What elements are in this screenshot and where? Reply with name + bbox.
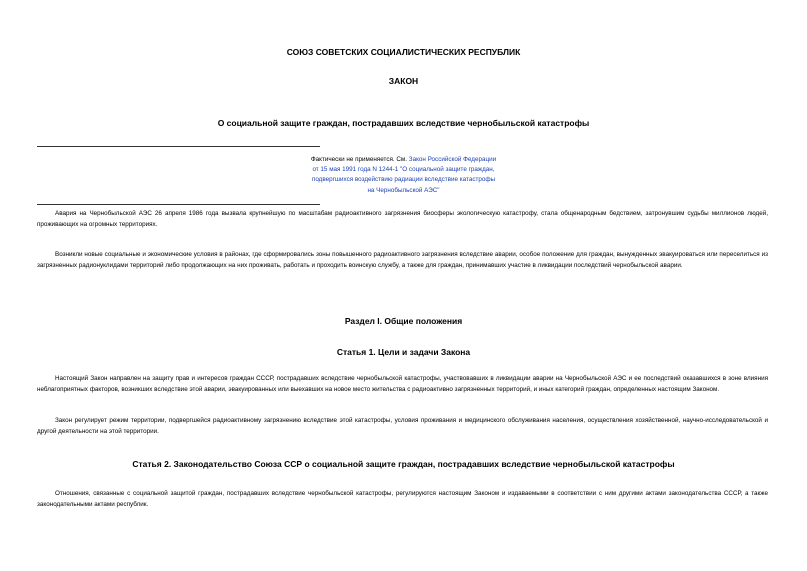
note-top-divider bbox=[37, 146, 320, 147]
section-1-heading: Раздел I. Общие положения bbox=[344, 316, 463, 326]
article-1-heading: Статья 1. Цели и задачи Закона bbox=[336, 347, 471, 357]
russian-law-link[interactable]: Закон Российской Федерации от 15 мая 1991 года N 1244-1 "О социальной защите граждан, подвергшихся воздействию радиации вследствие катастрофы на Чернобыльской АЭС" bbox=[311, 156, 497, 194]
union-heading: СОЮЗ СОВЕТСКИХ СОЦИАЛИСТИЧЕСКИХ РЕСПУБЛИК bbox=[286, 47, 521, 57]
law-title: О социальной защите граждан, пострадавших вследствие чернобыльской катастрофы bbox=[217, 118, 590, 128]
article-2-paragraph-1: Отношения, связанные с социальной защитой граждан, пострадавших вследствие чернобыльской катастрофы, регулируются настоящим Законом и издаваемыми в соответствии с ним другими актами законодательства СССР, а также законодательными актами республик. bbox=[37, 490, 768, 508]
preamble-paragraph-2: Возникли новые социальные и экономические условия в районах, где сформировались зоны повышенного радиоактивного загрязнения вследствие аварии, особое положение для граждан, вынужденных эвакуироваться или переселиться из загрязненных радионуклидами территорий либо продолжающих на них проживать, работать и проходить воинскую службу, а также для граждан, принимавших участие в ликвидации последствий чернобыльской аварии. bbox=[37, 251, 768, 269]
article-1-paragraph-1: Настоящий Закон направлен на защиту прав и интересов граждан СССР, пострадавших вследствие чернобыльской катастрофы, участвовавших в ликвидации аварии на Чернобыльской АЭС и ее последствий оказавшихся в зоне влияния неблагоприятных факторов, возникших вследствие этой аварии, эвакуированных или выехавших на новое место жительства с радиоактивно загрязненных территорий, и иных категорий граждан, определенных настоящим Законом. bbox=[37, 375, 768, 393]
note-bottom-divider bbox=[37, 204, 320, 205]
doc-type-heading: ЗАКОН bbox=[388, 76, 419, 86]
article-1-paragraph-2: Закон регулирует режим территории, подвергшейся радиоактивному загрязнению вследствие этой катастрофы, условия проживания и медицинского обслуживания населения, осуществления хозяйственной, научно-исследовательской и другой деятельности на этой территории. bbox=[37, 417, 768, 435]
note-prefix: Фактически не применяется. См. bbox=[310, 156, 408, 163]
article-2-heading: Статья 2. Законодательство Союза ССР о социальной защите граждан, пострадавших вследствие чернобыльской катастрофы bbox=[132, 459, 675, 469]
editorial-note bbox=[250, 155, 557, 196]
preamble-paragraph-1: Авария на Чернобыльской АЭС 26 апреля 1986 года вызвала крупнейшую по масштабам радиоактивного загрязнения биосферы экологическую катастрофу, стала общенародным бедствием, затронувшим судьбы миллионов людей, проживающих на огромных территориях. bbox=[37, 210, 768, 228]
